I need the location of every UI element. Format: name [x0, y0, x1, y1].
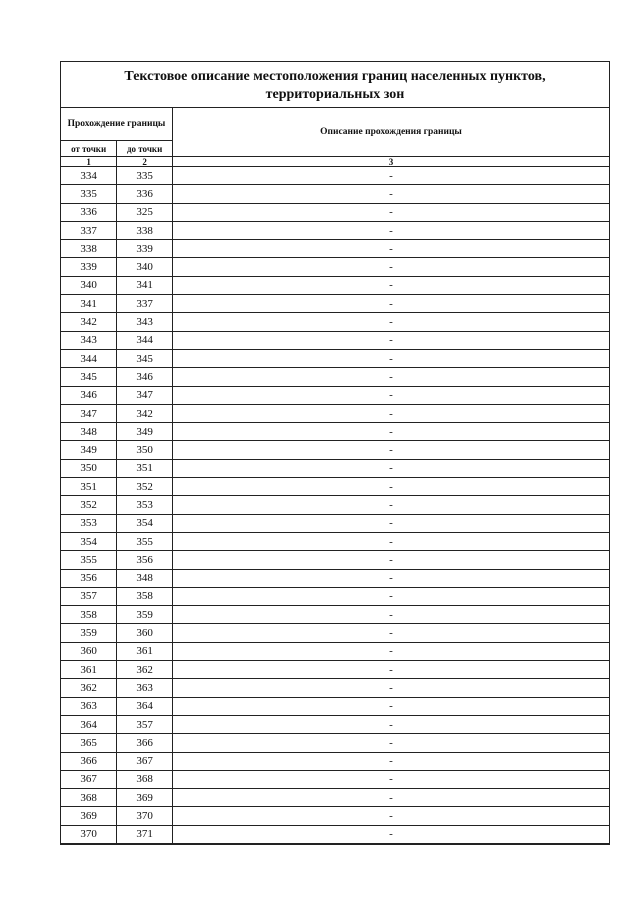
from-point-cell: 364: [61, 715, 117, 733]
description-cell: -: [173, 240, 610, 258]
from-point-cell: 361: [61, 661, 117, 679]
table-row: [61, 514, 609, 532]
table-row: [61, 569, 609, 587]
to-point-cell: 367: [117, 752, 173, 770]
to-point-cell: 347: [117, 386, 173, 404]
description-cell: -: [173, 459, 610, 477]
from-point-cell: 349: [61, 441, 117, 459]
table-row: [61, 606, 609, 624]
column-number-2: 2: [117, 157, 173, 167]
header-row-1: [61, 108, 609, 141]
from-point-cell: 336: [61, 203, 117, 221]
from-point-cell: 360: [61, 642, 117, 660]
from-point-cell: 350: [61, 459, 117, 477]
description-cell: -: [173, 789, 610, 807]
table-row: [61, 642, 609, 660]
table-row: [61, 807, 609, 825]
description-cell: -: [173, 715, 610, 733]
from-point-cell: 362: [61, 679, 117, 697]
table-row: [61, 752, 609, 770]
to-point-cell: 342: [117, 404, 173, 422]
table-row: [61, 661, 609, 679]
table-row: [61, 368, 609, 386]
from-point-cell: 363: [61, 697, 117, 715]
to-point-cell: 336: [117, 185, 173, 203]
description-cell: -: [173, 587, 610, 605]
to-point-cell: 337: [117, 295, 173, 313]
to-point-cell: 339: [117, 240, 173, 258]
description-cell: -: [173, 807, 610, 825]
from-point-cell: 353: [61, 514, 117, 532]
to-point-cell: 356: [117, 551, 173, 569]
table-row: [61, 551, 609, 569]
passage-header: Прохождение границы: [61, 108, 173, 141]
description-cell: -: [173, 825, 610, 843]
to-point-cell: 359: [117, 606, 173, 624]
description-cell: -: [173, 496, 610, 514]
table-row: [61, 167, 609, 185]
to-point-cell: 366: [117, 734, 173, 752]
to-point-cell: 343: [117, 313, 173, 331]
table-row: [61, 587, 609, 605]
from-point-cell: 345: [61, 368, 117, 386]
from-point-cell: 344: [61, 349, 117, 367]
table-row: [61, 203, 609, 221]
from-point-cell: 334: [61, 167, 117, 185]
to-point-cell: 325: [117, 203, 173, 221]
description-cell: -: [173, 368, 610, 386]
from-point-cell: 354: [61, 532, 117, 550]
from-point-cell: 370: [61, 825, 117, 843]
title-line-1: Текстовое описание местоположения границ населенных пунктов,: [124, 69, 546, 84]
title-line-2: территориальных зон: [265, 87, 405, 102]
column-number-row: [61, 157, 609, 167]
table-row: [61, 478, 609, 496]
table-row: [61, 825, 609, 843]
to-point-cell: 349: [117, 423, 173, 441]
description-cell: -: [173, 404, 610, 422]
from-point-cell: 357: [61, 587, 117, 605]
to-point-cell: 352: [117, 478, 173, 496]
to-point-cell: 346: [117, 368, 173, 386]
description-cell: -: [173, 276, 610, 294]
description-cell: -: [173, 569, 610, 587]
to-point-cell: 357: [117, 715, 173, 733]
from-point-cell: 343: [61, 331, 117, 349]
table-row: [61, 313, 609, 331]
to-point-cell: 354: [117, 514, 173, 532]
description-cell: -: [173, 770, 610, 788]
table-row: [61, 221, 609, 239]
description-cell: -: [173, 203, 610, 221]
from-point-cell: 356: [61, 569, 117, 587]
document-title: [61, 62, 609, 108]
from-point-cell: 355: [61, 551, 117, 569]
to-point-cell: 358: [117, 587, 173, 605]
description-cell: -: [173, 624, 610, 642]
description-cell: -: [173, 697, 610, 715]
from-point-cell: 337: [61, 221, 117, 239]
boundary-table-sheet: [60, 61, 610, 845]
description-cell: -: [173, 441, 610, 459]
from-point-cell: 351: [61, 478, 117, 496]
to-point-cell: 344: [117, 331, 173, 349]
table-row: [61, 276, 609, 294]
boundary-table: [61, 108, 609, 844]
to-point-cell: 340: [117, 258, 173, 276]
table-row: [61, 258, 609, 276]
table-row: [61, 295, 609, 313]
table-row: [61, 423, 609, 441]
table-row: [61, 624, 609, 642]
table-row: [61, 185, 609, 203]
description-cell: -: [173, 752, 610, 770]
to-point-cell: 361: [117, 642, 173, 660]
table-row: [61, 532, 609, 550]
table-row: [61, 404, 609, 422]
description-cell: -: [173, 734, 610, 752]
from-point-cell: 352: [61, 496, 117, 514]
description-cell: -: [173, 551, 610, 569]
table-row: [61, 240, 609, 258]
to-point-cell: 341: [117, 276, 173, 294]
table-row: [61, 697, 609, 715]
to-point-cell: 368: [117, 770, 173, 788]
to-point-cell: 362: [117, 661, 173, 679]
description-cell: -: [173, 349, 610, 367]
description-cell: -: [173, 478, 610, 496]
description-cell: -: [173, 386, 610, 404]
description-cell: -: [173, 331, 610, 349]
from-point-cell: 369: [61, 807, 117, 825]
to-point-cell: 363: [117, 679, 173, 697]
table-row: [61, 331, 609, 349]
to-point-cell: 360: [117, 624, 173, 642]
table-row: [61, 349, 609, 367]
from-point-header: от точки: [61, 141, 117, 157]
to-point-cell: 348: [117, 569, 173, 587]
description-cell: -: [173, 642, 610, 660]
description-cell: -: [173, 661, 610, 679]
to-point-cell: 338: [117, 221, 173, 239]
from-point-cell: 366: [61, 752, 117, 770]
description-cell: -: [173, 532, 610, 550]
table-row: [61, 459, 609, 477]
from-point-cell: 340: [61, 276, 117, 294]
to-point-header: до точки: [117, 141, 173, 157]
from-point-cell: 368: [61, 789, 117, 807]
table-row: [61, 386, 609, 404]
description-cell: -: [173, 423, 610, 441]
to-point-cell: 370: [117, 807, 173, 825]
table-row: [61, 715, 609, 733]
to-point-cell: 350: [117, 441, 173, 459]
from-point-cell: 358: [61, 606, 117, 624]
table-row: [61, 734, 609, 752]
description-cell: -: [173, 606, 610, 624]
from-point-cell: 347: [61, 404, 117, 422]
table-row: [61, 789, 609, 807]
from-point-cell: 359: [61, 624, 117, 642]
to-point-cell: 355: [117, 532, 173, 550]
from-point-cell: 338: [61, 240, 117, 258]
table-row: [61, 441, 609, 459]
table-row: [61, 496, 609, 514]
to-point-cell: 335: [117, 167, 173, 185]
description-cell: -: [173, 679, 610, 697]
from-point-cell: 342: [61, 313, 117, 331]
description-cell: -: [173, 313, 610, 331]
to-point-cell: 345: [117, 349, 173, 367]
description-cell: -: [173, 258, 610, 276]
description-cell: -: [173, 221, 610, 239]
description-cell: -: [173, 185, 610, 203]
table-row: [61, 770, 609, 788]
description-cell: -: [173, 295, 610, 313]
to-point-cell: 353: [117, 496, 173, 514]
description-cell: -: [173, 514, 610, 532]
table-row: [61, 679, 609, 697]
description-cell: -: [173, 167, 610, 185]
from-point-cell: 367: [61, 770, 117, 788]
to-point-cell: 371: [117, 825, 173, 843]
to-point-cell: 364: [117, 697, 173, 715]
column-number-3: 3: [173, 157, 610, 167]
column-number-1: 1: [61, 157, 117, 167]
from-point-cell: 335: [61, 185, 117, 203]
to-point-cell: 369: [117, 789, 173, 807]
from-point-cell: 365: [61, 734, 117, 752]
from-point-cell: 341: [61, 295, 117, 313]
from-point-cell: 339: [61, 258, 117, 276]
from-point-cell: 346: [61, 386, 117, 404]
to-point-cell: 351: [117, 459, 173, 477]
description-header: Описание прохождения границы: [173, 108, 610, 157]
from-point-cell: 348: [61, 423, 117, 441]
